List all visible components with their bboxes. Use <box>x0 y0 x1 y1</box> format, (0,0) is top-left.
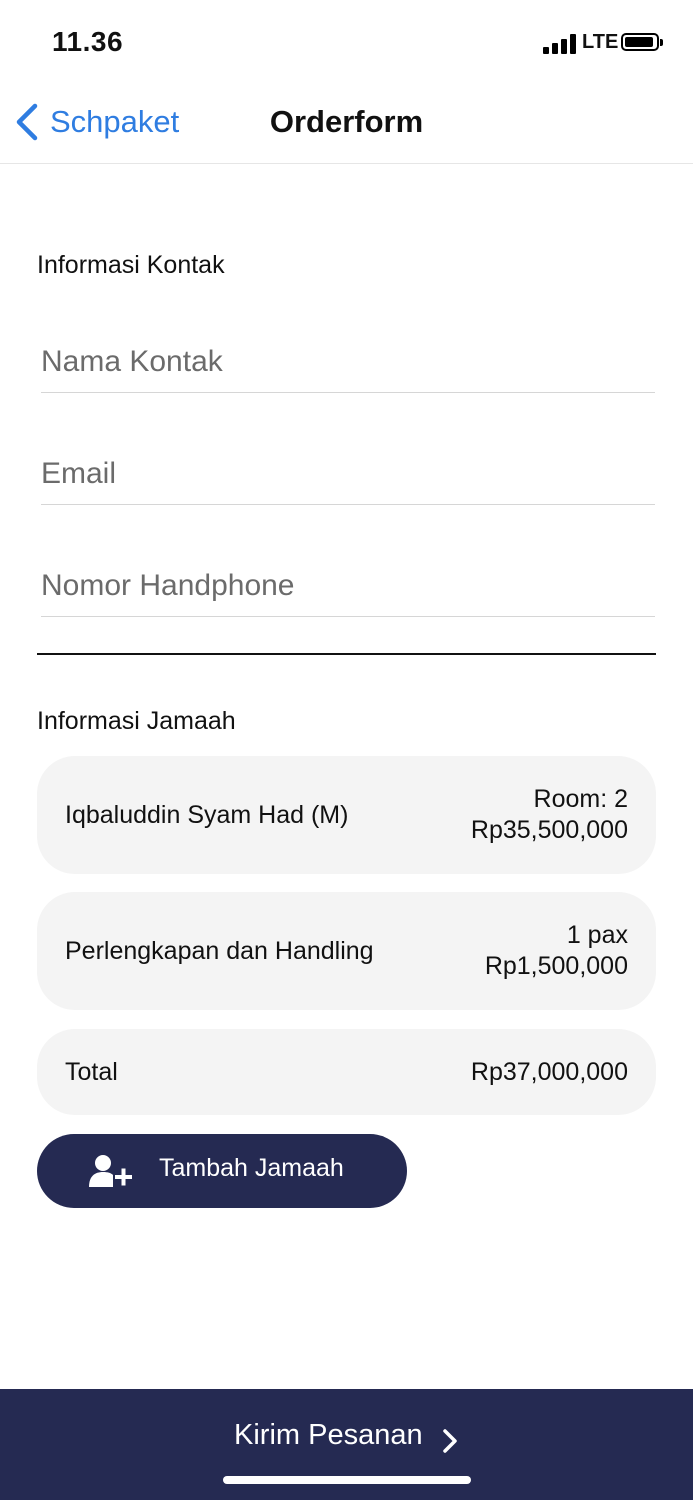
status-bar <box>0 0 693 86</box>
network-label: LTE <box>582 31 619 53</box>
back-label: Schpaket <box>50 104 180 139</box>
contact-name-field <box>41 332 655 393</box>
equipment-card[interactable] <box>37 892 656 1010</box>
pax-label: 1 pax <box>566 921 628 949</box>
jamaah-price: Rp35,500,000 <box>470 816 628 844</box>
chevron-right-icon <box>440 1427 460 1455</box>
equipment-price: Rp1,500,000 <box>484 952 628 980</box>
section-divider <box>37 653 656 655</box>
equipment-detail-block <box>485 920 628 982</box>
add-jamaah-button[interactable] <box>37 1134 407 1208</box>
phone-input[interactable] <box>41 556 655 616</box>
add-jamaah-label: Tambah Jamaah <box>159 1154 344 1182</box>
status-time: 11.36 <box>52 26 124 57</box>
footer-bar <box>0 1389 693 1500</box>
total-label: Total <box>65 1057 118 1086</box>
signal-icon <box>543 32 577 54</box>
phone-field <box>41 556 655 617</box>
contact-section-label: Informasi Kontak <box>37 251 225 279</box>
navigation-bar <box>0 86 693 164</box>
room-label: Room: 2 <box>533 785 628 813</box>
contact-name-input[interactable] <box>41 332 655 392</box>
email-field <box>41 444 655 505</box>
submit-label: Kirim Pesanan <box>234 1419 423 1451</box>
jamaah-name: Iqbaluddin Syam Had (M) <box>65 800 349 829</box>
total-card <box>37 1029 656 1115</box>
submit-order-button[interactable] <box>0 1389 693 1469</box>
total-value: Rp37,000,000 <box>470 1057 628 1086</box>
jamaah-section-label: Informasi Jamaah <box>37 707 236 735</box>
jamaah-card[interactable] <box>37 756 656 874</box>
home-indicator <box>223 1476 471 1484</box>
page-title: Orderform <box>269 104 424 139</box>
add-user-icon <box>89 1154 133 1188</box>
equipment-name: Perlengkapan dan Handling <box>65 936 374 965</box>
email-input[interactable] <box>41 444 655 504</box>
jamaah-detail-block <box>471 784 628 846</box>
battery-icon <box>621 33 659 51</box>
